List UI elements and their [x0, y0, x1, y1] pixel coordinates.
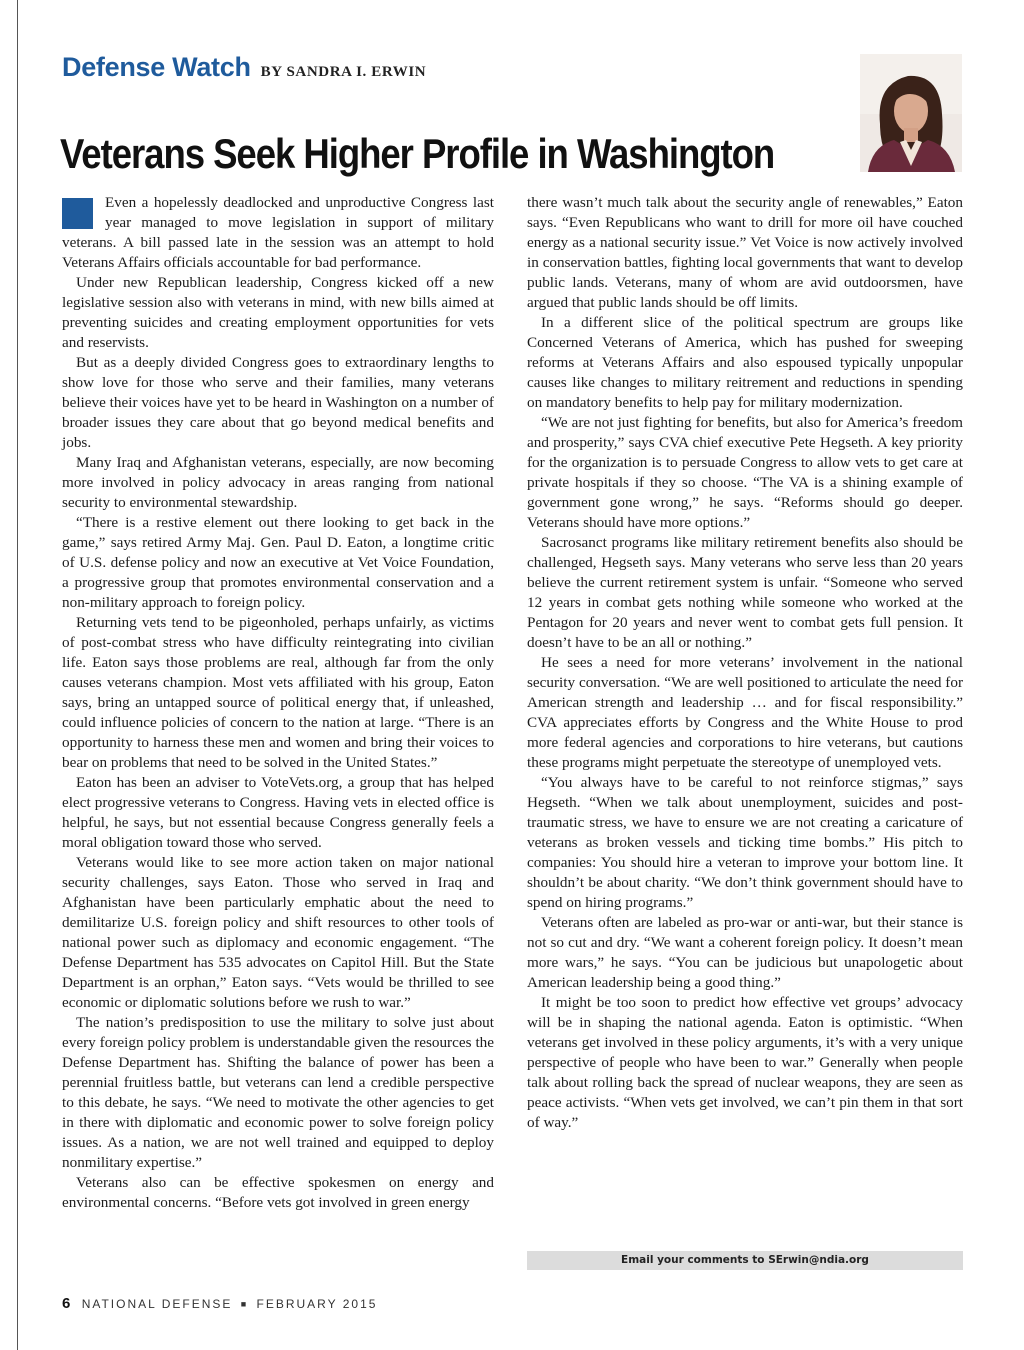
article-paragraph: Veterans would like to see more action taken on major national security challenges, says Eaton. Those who served in Iraq and Afghanistan have been particularly emphatic about the need to demilitarize U.S. foreign policy and shift resources to other tools of national power such as diplomacy and economic engagement. “The Defense Department has 535 advocates on Capitol Hill. But the State Department is an orphan,” Eaton says. “Vets would be thrilled to see economic or diplomatic solutions before we rush to war.”: [62, 854, 494, 1011]
footer-separator-icon: ■: [240, 1299, 249, 1309]
page-edge-rule: [17, 0, 18, 1350]
publication-name: NATIONAL DEFENSE: [81, 1297, 233, 1311]
email-comments-bar: [527, 1251, 963, 1270]
article-paragraph: The nation’s predisposition to use the military to solve just about every foreign policy problem is understandable given the resources the Defense Department has. Shifting the balance of power has been a perennial fruitless battle, but veterans can lend a credible perspective to this debate, he says. “We need to motivate the other agencies to get in there with diplomatic and economic power to solve foreign policy issues. As a nation, we are not well trained and equipped to deploy nonmilitary expertise.”: [62, 1014, 494, 1171]
article-paragraph: Eaton has been an adviser to VoteVets.org, a group that has helped elect progressive veterans to Congress. Having vets in elected office is helpful, he says, but not essential because Congress generally feels a moral obligation toward those who served.: [62, 774, 494, 851]
drop-square-icon: [62, 198, 93, 229]
article-paragraph: “We are not just fighting for benefits, but also for America’s freedom and prosperity,” says CVA chief executive Pete Hegseth. A key priority for the organization is to persuade Congress to allow vets to get care at private hospitals if they so choose. “The VA is a shining example of government gone wrong,” he says. “Reforms should go deeper. Veterans should have more options.”: [527, 414, 963, 531]
article-paragraph: Under new Republican leadership, Congress kicked off a new legislative session also with veterans in mind, with new bills aimed at preventing suicides and creating employment opportunities for vets and reservists.: [62, 274, 494, 351]
article-paragraph: Many Iraq and Afghanistan veterans, especially, are now becoming more involved in policy advocacy in areas ranging from national security to environmental stewardship.: [62, 454, 494, 511]
byline: BY SANDRA I. ERWIN: [260, 64, 427, 80]
email-prefix: Email your comments to: [621, 1254, 769, 1266]
issue-date: FEBRUARY 2015: [256, 1297, 378, 1311]
article-paragraph: “You always have to be careful to not reinforce stigmas,” says Hegseth. “When we talk about unemployment, suicides and post-traumatic stress, we have to ensure we are not creating a caricature of veterans as broken vessels and ticking time bombs.” His pitch to companies: You should hire a veteran to improve your bottom line. It shouldn’t be about charity. “We don’t think government should have to spend on hiring programs.”: [527, 774, 963, 911]
article-paragraph: Sacrosanct programs like military retirement benefits also should be challenged, Hegseth says. Many veterans who serve less than 20 years believe the current retirement system is unfair. “Someone who served 12 years in combat gets nothing while someone who worked at the Pentagon for 20 years and never went to combat gets full pension. It doesn’t have to be an all or nothing.”: [527, 534, 963, 651]
article-paragraph-continuation: there wasn’t much talk about the security angle of renewables,” Eaton says. “Even Republicans who want to drill for more oil have couched energy as a national security issue.” Vet Voice is now actively involved in conservation battles, fighting local governments that want to develop public lands. Veterans, many of whom are avid outdoorsmen, have argued that public lands should be off limits.: [527, 194, 963, 311]
article-paragraph: But as a deeply divided Congress goes to extraordinary lengths to show love for those who serve and their families, many veterans believe their voices have yet to be heard in Washington on a number of broader issues they care about that go beyond medical benefits and jobs.: [62, 354, 494, 451]
article-column-right: [527, 193, 963, 1133]
article-column-left: [62, 193, 494, 1213]
author-portrait-illustration: [860, 54, 962, 172]
article-paragraph: It might be too soon to predict how effective vet groups’ advocacy will be in shaping the national agenda. Eaton is optimistic. “When veterans get involved in these policy arguments, it’s with a very unique perspective of people who have been to war.” Generally when people talk about rolling back the spread of nuclear weapons, they are seen as peace activists. “When vets get involved, we can’t pin them in that sort of way.”: [527, 994, 963, 1131]
article-paragraph: “There is a restive element out there looking to get back in the game,” says retired Army Maj. Gen. Paul D. Eaton, a longtime critic of U.S. defense policy and now an executive at Vet Voice Foundation, a progressive group that promotes environmental conservation and a non-military approach to foreign policy.: [62, 514, 494, 611]
article-paragraph: [62, 193, 494, 273]
column-name: Defense Watch: [62, 52, 251, 82]
article-paragraph: He sees a need for more veterans’ involvement in the national security conversation. “We are well positioned to articulate the need for American strength and leadership … and for fiscal responsibility.” CVA appreciates efforts by Congress and the White House to prod more federal agencies and corporations to hire veterans, but cautions these programs might perpetuate the stereotype of unemployed vets.: [527, 654, 963, 771]
article-paragraph: Veterans often are labeled as pro-war or anti-war, but their stance is not so cut and dry. “We want a coherent foreign policy. It doesn’t mean more wars,” he says. “You can be judicious but unapologetic about American leadership being a good thing.”: [527, 914, 963, 991]
article-paragraph-text: Even a hopelessly deadlocked and unproductive Congress last year managed to move legislation in support of military veterans. A bill passed late in the session was an attempt to hold Veterans Affairs officials accountable for bad performance.: [62, 194, 494, 271]
email-address-link[interactable]: SErwin@ndia.org: [768, 1254, 869, 1266]
article-paragraph: In a different slice of the political spectrum are groups like Concerned Veterans of America, which has pushed for sweeping reforms at Veterans Affairs and also espoused typically unpopular causes like changes to military reitrement and reductions in spending on mandatory benefits to help pay for military modernization.: [527, 314, 963, 411]
masthead: [62, 52, 426, 86]
page-number: 6: [62, 1295, 71, 1312]
article-headline: Veterans Seek Higher Profile in Washington: [60, 130, 775, 177]
page-footer: [62, 1295, 377, 1312]
article-paragraph: Returning vets tend to be pigeonholed, perhaps unfairly, as victims of post-combat stress who have difficulty reintegrating into civilian life. Eaton says those problems are real, although far from the only causes veterans champion. Most vets affiliated with his group, Eaton says, bring an untapped source of political energy that, if unleashed, could influence policies of concern to the nation at large. “There is an opportunity to harness these men and women and bring their voices to bear on problems that need to be solved in the United States.”: [62, 614, 494, 771]
author-photo: [860, 54, 962, 172]
article-paragraph: Veterans also can be effective spokesmen on energy and environmental concerns. “Before vets got involved in green energy: [62, 1174, 494, 1211]
